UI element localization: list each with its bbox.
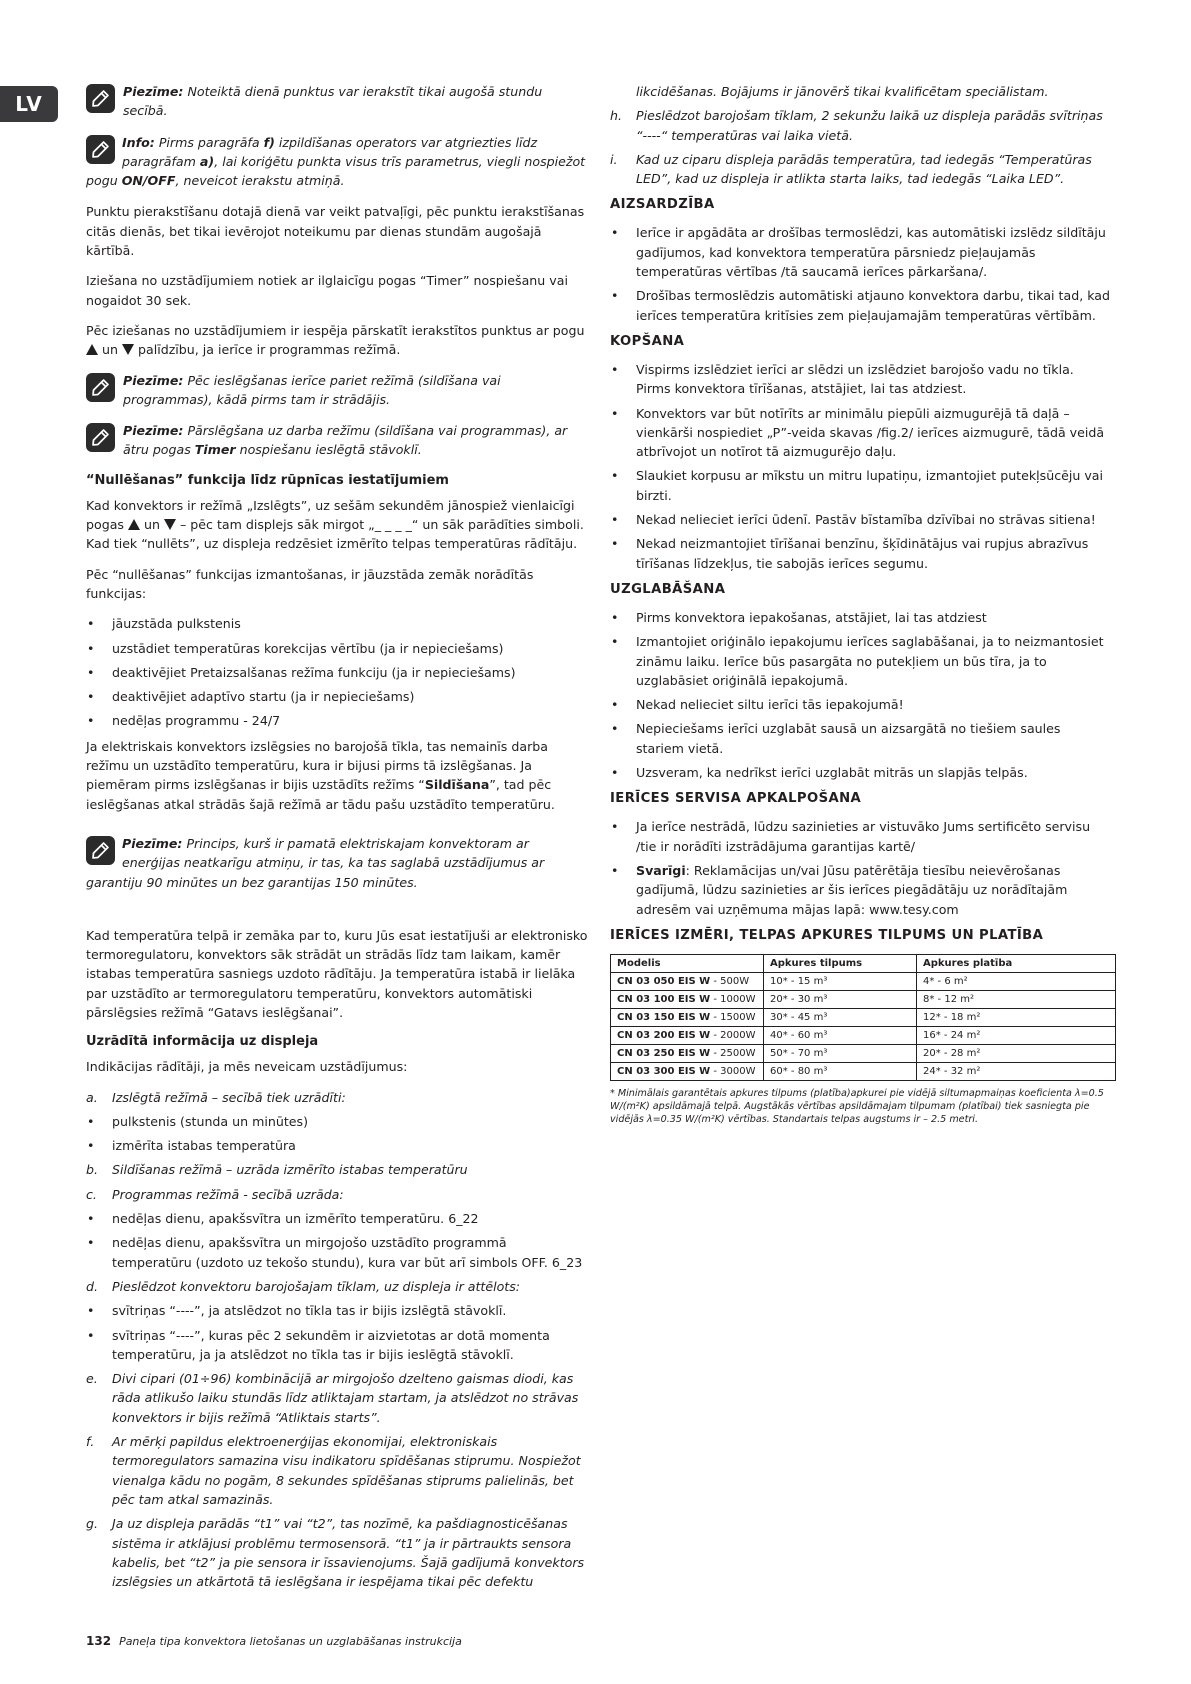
table-row: [611, 1044, 1116, 1062]
table-row: [611, 1062, 1116, 1080]
arrow-up-icon: [128, 519, 140, 530]
paragraph: Kad konvektors ir režīmā „Izslēgts”, uz sešām sekundēm jānospiež vienlaicīgi pogas un – pēc tam displejs sāk mirgot „_ _ _ _“ un sāk parādīties simboli. Kad tiek “nullēts”, uz displeja redzēsiet izmērīto telpas temperatūras rādītāju.: [86, 497, 584, 552]
list-item: b. Sildīšanas režīmā – uzrāda izmērīto istabas temperatūru: [86, 1162, 468, 1178]
note-text: Princips, kurš ir pamatā elektriskajam konvektoram ar enerģijas neatkarīgu atmiņu, ir tas, ka tas saglabā uzstādījumus ar garantiju 90 minūtes un bez garantijas 150 minūtes.: [86, 835, 545, 890]
note-label: Piezīme:: [123, 423, 184, 439]
section-heading-storage: UZGLABĀŠANA: [610, 581, 726, 597]
list-item: • deaktivējiet adaptīvo startu (ja ir nepieciešams): [86, 687, 588, 706]
service-list: [610, 817, 1110, 918]
pencil-icon: [86, 135, 115, 164]
column-header: Apkures platība: [917, 954, 1116, 972]
paragraph: Iziešana no uzstādījumiem notiek ar ilglaicīgu pogas “Timer” nospiešanu vai nogaidot 30 sek.: [86, 273, 568, 308]
list-item: • Konvektors var būt notīrīts ar minimālu piepūli aizmugurējā tā daļā – vienkārši nospiediet „P”-veida skavas /fig.2/ ierīces aizmugurē, tādā veidā atbrīvojot un notīrot tā aizmugurējo daļu.: [610, 404, 1110, 462]
arrow-up-icon: [86, 344, 98, 355]
reset-list: [86, 614, 588, 730]
list-item: • Nekad nelieciet siltu ierīci tās iepakojumā!: [610, 695, 1110, 714]
left-column: [86, 82, 588, 1597]
model-cell: CN 03 300 EIS W - 3000W: [611, 1062, 764, 1080]
note-label: Piezīme:: [122, 835, 183, 851]
note-label: Piezīme:: [123, 372, 184, 388]
paragraph: Pēc iziešanas no uzstādījumiem ir iespēja pārskatīt ierakstītos punktus ar pogu un palīdzību, ja ierīce ir programmas režīmā.: [86, 322, 585, 358]
area-cell: 24* - 32 m²: [917, 1062, 1116, 1080]
note-piezime-3: Piezīme: Pārslēgšana uz darba režīmu (sildīšana vai programmas), ar ātru pogas Timer nospiešanu ieslēgtā stāvoklī.: [86, 421, 588, 460]
volume-cell: 30* - 45 m³: [764, 1008, 917, 1026]
info-ref-a: a): [199, 153, 215, 169]
paragraph: Indikācijas rādītāji, ja mēs neveicam uzstādījumus:: [86, 1059, 408, 1075]
dimensions-table: [610, 954, 1116, 1081]
table-row: [611, 1026, 1116, 1044]
model-cell: CN 03 250 EIS W - 2500W: [611, 1044, 764, 1062]
section-heading-cleaning: KOPŠANA: [610, 333, 685, 349]
pencil-icon: [86, 84, 115, 113]
pencil-icon: [86, 836, 115, 865]
note-label: Info:: [122, 134, 155, 150]
table-row: [611, 990, 1116, 1008]
section-heading-dimensions: IERĪCES IZMĒRI, TELPAS APKURES TILPUMS UN PLATĪBA: [610, 927, 1044, 943]
arrow-down-icon: [164, 519, 176, 530]
volume-cell: 40* - 60 m³: [764, 1026, 917, 1044]
area-cell: 8* - 12 m²: [917, 990, 1116, 1008]
list-item: • svītriņas “----”, kuras pēc 2 sekundēm ir aizvietotas ar dotā momenta temperatūru, ja ja atslēdzot no tīkla tas ir bijis ieslēgtā stāvoklī.: [87, 1327, 550, 1362]
note-label: Piezīme:: [123, 84, 184, 99]
list-item: d. Pieslēdzot konvektoru barojošajam tīklam, uz displeja ir attēlots:: [86, 1278, 521, 1294]
page-footer: [86, 1634, 462, 1648]
note-piezime-1: [86, 82, 588, 121]
paragraph: Pēc “nullēšanas” funkcijas izmantošanas, ir jāuzstāda zemāk norādītās funkcijas:: [86, 566, 534, 601]
list-item: e. Divi cipari (01÷96) kombinācijā ar mirgojošo dzelteno gaismas diodi, kas rāda atlikušo laiku stundās līdz atliktajam startam, ja atslēdzot no strāvas konvektors ir bijis režīmā “Atliktais starts”.: [86, 1371, 579, 1425]
list-item: • uzstādiet temperatūras korekcijas vērtību (ja ir nepieciešams): [86, 639, 588, 658]
list-item: • izmērīta istabas temperatūra: [87, 1138, 296, 1154]
column-header: Apkures tilpums: [764, 954, 917, 972]
model-cell: CN 03 150 EIS W - 1500W: [611, 1008, 764, 1026]
volume-cell: 10* - 15 m³: [764, 972, 917, 990]
paragraph: likcidēšanas. Bojājums ir jānovērš tikai kvalificētam speciālistam.: [636, 84, 1049, 99]
cleaning-list: [610, 360, 1110, 573]
volume-cell: 50* - 70 m³: [764, 1044, 917, 1062]
paragraph: Kad temperatūra telpā ir zemāka par to, kuru Jūs esat iestatījuši ar elektronisko termoregulatoru, konvektors sāk strādāt un strādās līdz tam laikam, kamēr istabas temperatūra sasniegs uzdoto rādītāju. Ja temperatūra istabā ir lielāka par uzstādīto ar termoregulatoru temperatūru, konvektors automātiski pārslēgsies režīmā “Gatavs ieslēgšanai”.: [86, 927, 588, 1020]
info-text-3: , lai koriģētu punkta visus trīs parametrus, viegli nospiežot pogu: [86, 153, 586, 189]
table-header-row: [611, 954, 1116, 972]
note-text: Pēc ieslēgšanas ierīce pariet režīmā (sildīšana vai programmas), kādā pirms tam ir strādājis.: [123, 372, 501, 407]
list-item: a. Izslēgtā režīmā – secībā tiek uzrādīti:: [86, 1089, 346, 1105]
list-item: • nedēļas programmu - 24/7: [86, 711, 588, 730]
language-tab: LV: [0, 86, 58, 122]
pencil-icon: [86, 373, 115, 402]
list-item: i. Kad uz ciparu displeja parādās temperatūra, tad iedegās “Temperatūras LED”, kad uz displeja ir atlikta starta laiks, tad iedegās “Laika LED”.: [610, 151, 1092, 187]
list-item: • Pirms konvektora iepakošanas, atstājiet, lai tas atdziest: [610, 608, 1110, 627]
list-item: • Uzsveram, ka nedrīkst ierīci uzglabāt mitrās un slapjās telpās.: [610, 763, 1110, 782]
model-cell: CN 03 100 EIS W - 1000W: [611, 990, 764, 1008]
right-column: [610, 82, 1110, 1126]
list-item: • Ierīce ir apgādāta ar drošības termoslēdzi, kas automātiski izslēdz sildītāju gadījumos, kad konvektora temperatūra pārsniedz pieļaujamās temperatūras vērtības /tā saucamā ierīces pārkaršana/.: [610, 223, 1110, 281]
list-item: • Nekad neizmantojiet tīrīšanai benzīnu, šķīdinātājus vai rupjus abrazīvus tīrīšanas līdzekļus, tie sabojās ierīces segumu.: [610, 534, 1110, 573]
volume-cell: 20* - 30 m³: [764, 990, 917, 1008]
list-item: • Nepieciešams ierīci uzglabāt sausā un aizsargātā no tiešiem saules stariem vietā.: [610, 719, 1110, 758]
area-cell: 16* - 24 m²: [917, 1026, 1116, 1044]
display-heading: Uzrādītā informācija uz displeja: [86, 1034, 319, 1050]
list-item: • nedēļas dienu, apakšsvītra un izmērīto temperatūru. 6_22: [87, 1211, 479, 1227]
note-piezime-2: [86, 371, 588, 410]
section-heading-protection: AIZSARDZĪBA: [610, 197, 715, 213]
table-footnote: * Minimālais garantētais apkures tilpums (platība)apkurei pie vidējā siltumapmaiņas koeficienta λ=0.5 W/(m²K) apsildāmajā telpā. Augstākās vērtības apsildāmajam tilpumam (platībai) tiek sasniegta pie vidējās λ=0.35 W/(m²K) vērtības. Standartais telpas augstums ir – 2.5 metri.: [610, 1087, 1104, 1126]
area-cell: 4* - 6 m²: [917, 972, 1116, 990]
paragraph: Punktu pierakstīšanu dotajā dienā var veikt patvaļīgi, pēc punktu ierakstīšanas citās dienās, bet tikai ievērojot noteikumu par dienas stundām augošajā kārtībā.: [86, 204, 585, 259]
list-item: • jāuzstāda pulkstenis: [86, 614, 588, 633]
volume-cell: 60* - 80 m³: [764, 1062, 917, 1080]
area-cell: 20* - 28 m²: [917, 1044, 1116, 1062]
list-item: • svītriņas “----”, ja atslēdzot no tīkla tas ir bijis izslēgtā stāvoklī.: [87, 1303, 507, 1319]
paragraph: Ja elektriskais konvektors izslēgsies no barojošā tīkla, tas nemainīs darba režīmu un uzstādīto temperatūru, kura ir bijusi pirms tā izslēgšanas. Ja piemēram pirms izslēgšanas ir bijis uzstādīts režīms “Sildīšana”, tad pēc ieslēgšanas atkal strādās šajā režīmā ar tādu pašu uzstādīto temperatūru.: [86, 738, 555, 812]
footer-title: Paneļa tipa konvektora lietošanas un uzglabāšanas instrukcija: [119, 1635, 462, 1648]
info-text-2: izpildīšanas operators var atgriezties līdz paragrāfam: [122, 134, 538, 169]
info-ref-f: f): [263, 134, 275, 150]
pencil-icon: [86, 423, 115, 452]
protection-list: [610, 223, 1110, 324]
list-item: • Slaukiet korpusu ar mīkstu un mitru lupatiņu, izmantojiet putekļsūcēju vai birzti.: [610, 466, 1110, 505]
column-header: Modelis: [611, 954, 764, 972]
list-item: • nedēļas dienu, apakšsvītra un mirgojošo uzstādīto programmā temperatūru (uzdoto uz tekošo stundu), kura var būt arī simbols OFF. 6_23: [87, 1235, 583, 1270]
display-list: [86, 1088, 588, 1592]
info-onoff: ON/OFF: [121, 173, 176, 189]
list-item: • Izmantojiet oriģinālo iepakojumu ierīces saglabāšanai, ja to neizmantosiet zināmu laiku. Ierīce būs pasargāta no putekļiem un būs tīra, ja to uzglabāsiet oriģinālā iepakojumā.: [610, 632, 1110, 690]
model-cell: CN 03 200 EIS W - 2000W: [611, 1026, 764, 1044]
reset-heading: “Nullēšanas” funkcija līdz rūpnīcas iestatījumiem: [86, 472, 449, 488]
table-row: [611, 972, 1116, 990]
info-text-1: Pirms paragrāfa: [154, 134, 264, 150]
list-item: • deaktivējiet Pretaizsalšanas režīma funkciju (ja ir nepieciešams): [86, 663, 588, 682]
area-cell: 12* - 18 m²: [917, 1008, 1116, 1026]
note-text: Noteiktā dienā punktus var ierakstīt tikai augošā stundu secībā.: [123, 84, 543, 119]
section-heading-service: IERĪCES SERVISA APKALPOŠANA: [610, 791, 862, 807]
arrow-down-icon: [122, 344, 134, 355]
note-info: [86, 133, 588, 191]
list-item: h. Pieslēdzot barojošam tīklam, 2 sekunžu laikā uz displeja parādās svītriņas “----“ temperatūras vai laika vietā.: [610, 108, 1103, 143]
list-item: • Svarīgi: Reklamācijas un/vai Jūsu patērētāja tiesību neievērošanas gadījumā, lūdzu sazinieties ar šis ierīces piegādātāju uz norādītajām adresēm vai uzņēmuma mājas lapā: www.tesy.com: [610, 861, 1110, 919]
list-item: • Ja ierīce nestrādā, lūdzu sazinieties ar vistuvāko Jums sertificēto servisu /tie ir norādīti izstrādājuma garantijas kartē/: [610, 817, 1110, 856]
timer-label: Timer: [194, 442, 236, 458]
list-item: g. Ja uz displeja parādās “t1” vai “t2”, tas nozīmē, ka pašdiagnosticēšanas sistēma ir atklājusi problēmu termosensorā. “t1” ja ir pārtraukts sensora kabelis, bet “t2” ja pie sensora ir īssavienojums. Šajā gadījumā konvektors izslēgsies un atkārtotā tā ieslēgšana ir iespējama tikai pēc defektu: [86, 1516, 585, 1590]
list-item: f. Ar mērķi papildus elektroenerģijas ekonomijai, elektroniskais termoregulators samazina visu indikatoru spīdēšanas stiprumu. Nospiežot vienalga kādu no pogām, 8 sekundes spīdēšanas stiprums palielinās, bet pēc tam atkal samazinās.: [86, 1434, 581, 1507]
list-item: • Drošības termoslēdzis automātiski atjauno konvektora darbu, tikai tad, kad ierīces temperatūra kritīsies zem pieļaujamajām temperatūras vērtībām.: [610, 286, 1110, 325]
list-item: • Vispirms izslēdziet ierīci ar slēdzi un izslēdziet barojošo vadu no tīkla. Pirms konvektora tīrīšanas, atstājiet, lai tas atdziest.: [610, 360, 1110, 399]
table-row: [611, 1008, 1116, 1026]
list-item: • Nekad nelieciet ierīci ūdenī. Pastāv bīstamība dzīvībai no strāvas sitiena!: [610, 510, 1110, 529]
model-cell: CN 03 050 EIS W - 500W: [611, 972, 764, 990]
note-piezime-4: [86, 834, 588, 892]
display-list-cont: [610, 106, 1110, 188]
storage-list: [610, 608, 1110, 782]
info-text-4: , neveicot ierakstu atmiņā.: [175, 173, 345, 189]
page-number: 132: [86, 1634, 112, 1648]
list-item: c. Programmas režīmā - secībā uzrāda:: [86, 1186, 344, 1202]
list-item: • pulkstenis (stunda un minūtes): [87, 1113, 309, 1129]
